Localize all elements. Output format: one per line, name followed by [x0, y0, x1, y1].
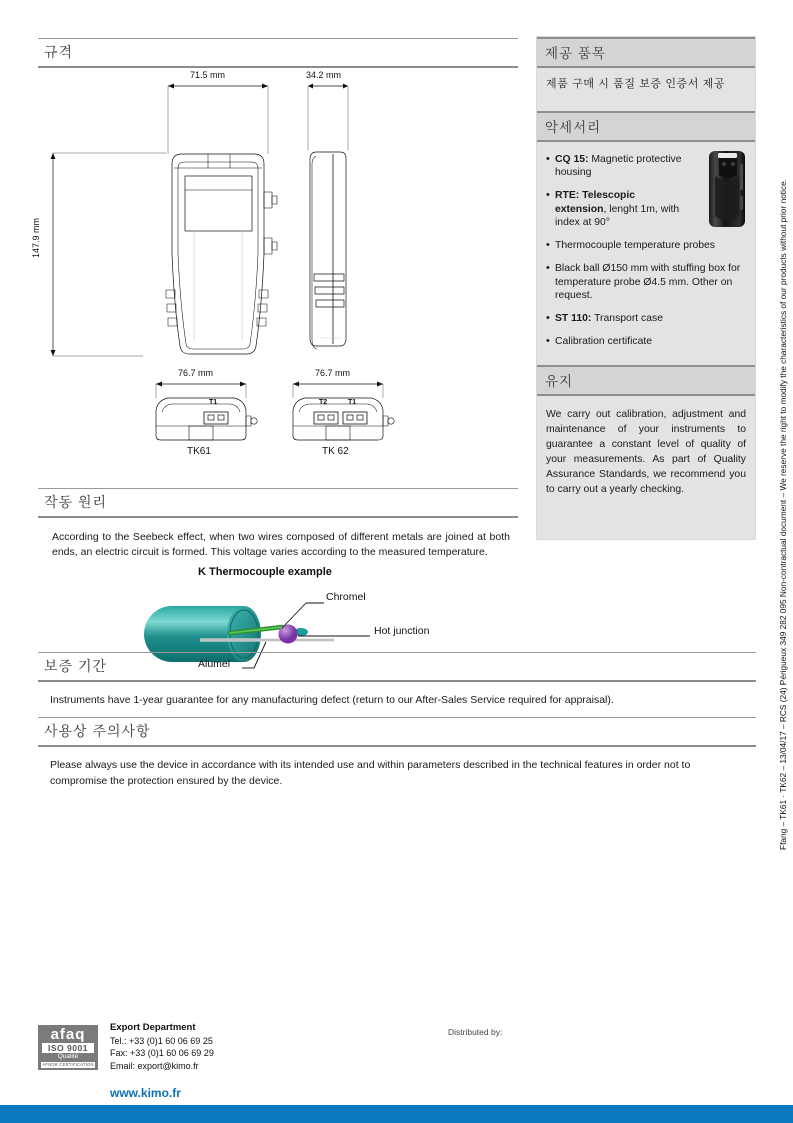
accessory-item: [546, 335, 746, 349]
section-header-warranty: 보증 기간: [38, 652, 756, 682]
label-alumel: Alumel: [198, 657, 231, 670]
maintenance-text: We carry out calibration, adjustment and maintenance of your instruments to guarantee a constant level of quality of your measurements. As part of Quality Assurance Standards, we recommend you to carry out a yearly checking.: [546, 408, 746, 495]
dimension-tk61-width: 76.7 mm: [178, 368, 214, 378]
section-header-principle: 작동 원리: [38, 488, 518, 518]
principle-text: According to the Seebeck effect, when two wires composed of different metals are joined at both ends, an electric circuit is formed. This voltage varies according to the measured temperature.: [52, 531, 510, 558]
dimension-front-width: 71.5 mm: [190, 70, 226, 80]
accessory-text: , lenght 1m, with index at 90°: [555, 203, 680, 229]
thermocouple-title: K Thermocouple example: [198, 565, 332, 578]
warranty-block: [38, 652, 756, 708]
accessory-item: [546, 239, 746, 253]
accessory-item: [546, 262, 746, 303]
panel-header-maintenance: 유지: [537, 365, 755, 396]
port-label-tk62-t2: T2: [319, 399, 328, 406]
contact-block: [110, 1022, 214, 1072]
dimension-tk62-width: 76.7 mm: [315, 368, 351, 378]
distributed-by-label: Distributed by:: [448, 1027, 503, 1037]
website-link[interactable]: www.kimo.fr: [110, 1086, 181, 1100]
section-header-precautions: 사용상 주의사항: [38, 717, 756, 747]
label-hot-junction: Hot junction: [374, 624, 430, 637]
dimension-height: 147.9 mm: [31, 217, 42, 259]
accessory-bold: RTE: Telescopic extension: [555, 189, 636, 215]
precautions-text: Please always use the device in accordance with its intended use and within parameters described in the technical features in order not to compromise the protection ensured by the device.: [50, 759, 691, 787]
accessory-text: Thermocouple temperature probes: [555, 240, 715, 252]
accessory-text: Calibration certificate: [555, 335, 653, 347]
afaq-logo: [38, 1025, 98, 1070]
afaq-logo-qualite: Qualité: [57, 1053, 79, 1060]
legal-notice-vertical: [777, 0, 791, 1000]
maintenance-body: [537, 396, 755, 539]
legal-notice-text: Ffang – TK61 · TK62 – 13/04/17 – RCS (24) Périgueux 349 282 095 Non-contractual document – We reserve the right to modify the characteristics of our products without prior notice.: [778, 178, 788, 850]
device-label-tk61: TK61: [187, 446, 211, 457]
contact-email: Email: export@kimo.fr: [110, 1060, 199, 1071]
label-chromel: Chromel: [326, 590, 366, 603]
accessories-list: [546, 153, 746, 349]
port-label-tk61-t1: T1: [209, 399, 218, 406]
warranty-text: Instruments have 1-year guarantee for any manufacturing defect (return to our After-Sales Service required for appraisal).: [50, 694, 614, 706]
accessory-item: [546, 189, 686, 230]
port-label-tk62-t1: T1: [348, 399, 357, 406]
section-header-dimensions: 규격: [38, 38, 518, 68]
accessory-bold: ST 110:: [555, 313, 592, 325]
contact-tel: Tel.: +33 (0)1 60 06 69 25: [110, 1035, 213, 1046]
contact-fax: Fax: +33 (0)1 60 06 69 29: [110, 1048, 214, 1058]
accessory-text: Black ball Ø150 mm with stuffing box for temperature probe Ø4.5 mm. Other on request.: [555, 262, 741, 302]
drawings-svg: [38, 68, 518, 488]
accessory-item: [546, 153, 686, 180]
panel-header-accessories: 악세서리: [537, 111, 755, 142]
afaq-logo-certification: AFNOR CERTIFICATION: [42, 1062, 94, 1067]
panel-header-supplied: 제공 품목: [537, 37, 755, 68]
accessories-body: [537, 142, 755, 365]
right-sidebar: [536, 36, 756, 540]
afaq-logo-iso: ISO 9001: [42, 1043, 94, 1053]
bottom-accent-bar: [0, 1105, 793, 1123]
accessory-bold: CQ 15:: [555, 153, 589, 165]
dimension-side-width: 34.2 mm: [306, 70, 342, 80]
left-column: [31, 38, 518, 675]
supplied-text: 제품 구매 시 품질 보증 인증서 제공: [546, 78, 726, 90]
contact-department: Export Department: [110, 1022, 196, 1033]
accessory-text: Transport case: [591, 313, 664, 325]
device-label-tk62: TK 62: [322, 446, 349, 457]
accessory-text: Magnetic protective housing: [555, 153, 682, 179]
afaq-logo-name: afaq: [50, 1026, 86, 1043]
accessory-item: [546, 312, 746, 326]
dimension-drawings: [31, 68, 518, 488]
precautions-block: [38, 717, 756, 790]
